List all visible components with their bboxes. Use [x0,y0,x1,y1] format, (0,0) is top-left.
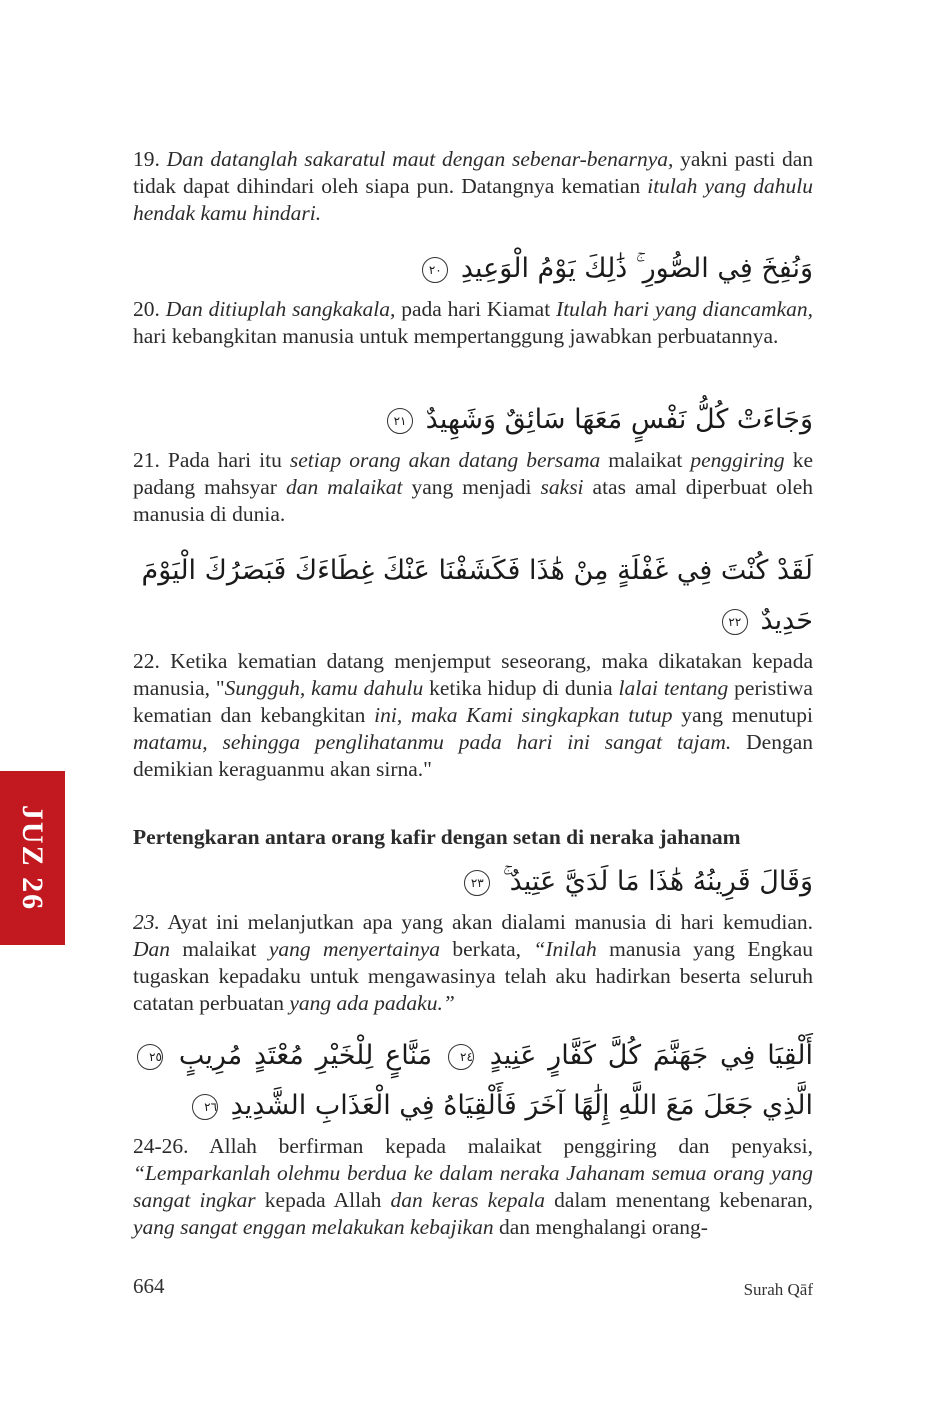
text-run: peristiwa kematian dan kebangkitan [133,676,813,727]
text-run: dan menghalangi orang- [493,1215,708,1239]
verse-23-translation [133,909,813,1017]
arabic-text: وَقَالَ قَرِينُهُ هَٰذَا مَا لَدَيَّ عَتِيدٌ ۚ [502,866,813,897]
italic-run: ini, maka Kami singkapkan tutup [374,703,673,727]
ayah-number-marker: ٢٢ [722,609,748,635]
verse-21-translation [133,447,813,528]
italic-run: dan malaikat [285,475,403,499]
italic-run: Dan ditiuplah sangkakala, [165,297,396,321]
italic-run: “Inilah [533,937,597,961]
arabic-text: مَنَّاعٍ لِلْخَيْرِ مُعْتَدٍ مُرِيبٍ [178,1040,433,1071]
verse-number: 20. [133,297,160,321]
italic-run: saksi [540,475,584,499]
verse-24-26-translation [133,1133,813,1241]
italic-run: yang ada padaku.” [289,991,455,1015]
text-run: berkata, [440,937,534,961]
arabic-text: فَأَلْقِيَاهُ فِي الْعَذَابِ الشَّدِيدِ [230,1090,517,1121]
text-run: Allah berfirman kepada malaikat penggiring dan penyaksi, [188,1134,813,1158]
verse-19-translation [133,146,813,227]
text-run: Ketika kematian datang menjemput seseorang, maka dikatakan kepada manusia, " [133,649,813,700]
italic-run: setiap orang akan datang bersama [289,448,601,472]
text-run: yang menutupi [672,703,813,727]
verse-number: 22. [133,649,160,673]
text-run: dalam menentang kebenaran, [544,1188,813,1212]
text-run: Pada hari itu [167,448,290,472]
text-run: Ayat ini melanjutkan apa yang akan dialami manusia di hari kemudian. [159,910,813,934]
juz-label: JUZ 26 [16,804,50,912]
surah-name: Surah Qāf [743,1280,813,1299]
text-run: ketika hidup di dunia [423,676,619,700]
arabic-verse-20 [133,244,813,294]
ayah-number-marker: ٢١ [387,408,413,434]
juz-tab [0,771,65,945]
verse-22-translation [133,648,813,783]
page-content [133,146,813,1241]
arabic-text: لَقَدْ كُنْتَ فِي غَفْلَةٍ مِنْ هَٰذَا فَكَشَفْنَا عَنْكَ غِطَاءَكَ فَبَصَرُكَ الْيَوْمَ حَدِيدٌ [141,555,813,636]
italic-run: Dan [133,937,171,961]
text-run: hari kebangkitan manusia untuk mempertanggung jawabkan perbuatannya. [133,324,779,348]
italic-run: Dan datanglah sakaratul maut dengan sebenar-benarnya, [166,147,674,171]
verse-number: 24-26. [133,1134,189,1158]
arabic-verse-22 [133,546,813,646]
arabic-verse-23 [133,857,813,907]
arabic-verse-21 [133,395,813,445]
italic-run: dan keras kepala [390,1188,545,1212]
ayah-number-marker: ٢٤ [448,1044,474,1070]
verse-number: 23. [133,910,160,934]
text-run: malaikat [600,448,691,472]
italic-run: Sungguh, kamu dahulu [224,676,424,700]
italic-run: Itulah hari yang diancamkan, [556,297,813,321]
italic-run: itulah yang dahulu hendak kamu hindari. [133,174,813,225]
text-run: ke padang mahsyar [133,448,814,499]
italic-run: yang menyertainya [268,937,440,961]
text-run: yakni pasti dan tidak dapat dihindari oleh siapa pun. Datangnya kematian [133,147,813,198]
ayah-number-marker: ٢٠ [422,257,448,283]
section-heading: Pertengkaran antara orang kafir dengan setan di neraka jahanam [133,825,741,849]
text-run: yang menjadi [402,475,541,499]
arabic-verse-24-26 [133,1031,813,1131]
text-run: pada hari Kiamat [395,297,557,321]
arabic-text: وَنُفِخَ فِي الصُّورِ ۚ ذَٰلِكَ يَوْمُ الْوَعِيدِ [460,253,813,284]
text-run: manusia yang Engkau tugaskan kepadaku untuk mengawasinya telah aku hadirkan beserta seluruh catatan perbuatan [133,937,813,1015]
verse-20-translation [133,296,813,377]
text-run: Dengan demikian keraguanmu akan sirna." [133,730,813,781]
ayah-number-marker: ٢٦ [192,1094,218,1120]
ayah-number-marker: ٢٣ [464,870,490,896]
italic-run: lalai tentang [618,676,729,700]
italic-run: “Lemparkanlah olehmu berdua ke dalam neraka Jahanam semua orang yang sangat ingkar [133,1161,813,1212]
italic-run: matamu, sehingga penglihatanmu pada hari ini sangat tajam. [133,730,732,754]
italic-run: yang sangat enggan melakukan kebajikan [133,1215,494,1239]
page-number: 664 [133,1274,165,1298]
arabic-text: الَّذِي جَعَلَ مَعَ اللَّهِ إِلَٰهًا آخَرَ [525,1090,813,1121]
ayah-number-marker: ٢٥ [137,1044,163,1070]
text-run: malaikat [170,937,269,961]
text-run: kepada Allah [255,1188,391,1212]
arabic-text: وَجَاءَتْ كُلُّ نَفْسٍ مَعَهَا سَائِقٌ وَشَهِيدٌ [425,404,813,435]
verse-number: 19. [133,147,160,171]
text-run: atas amal diperbuat oleh manusia di dunia. [133,475,813,526]
arabic-text: أَلْقِيَا فِي جَهَنَّمَ كُلَّ كَفَّارٍ عَنِيدٍ [489,1040,813,1071]
verse-number: 21. [133,448,160,472]
italic-run: penggiring [690,448,785,472]
